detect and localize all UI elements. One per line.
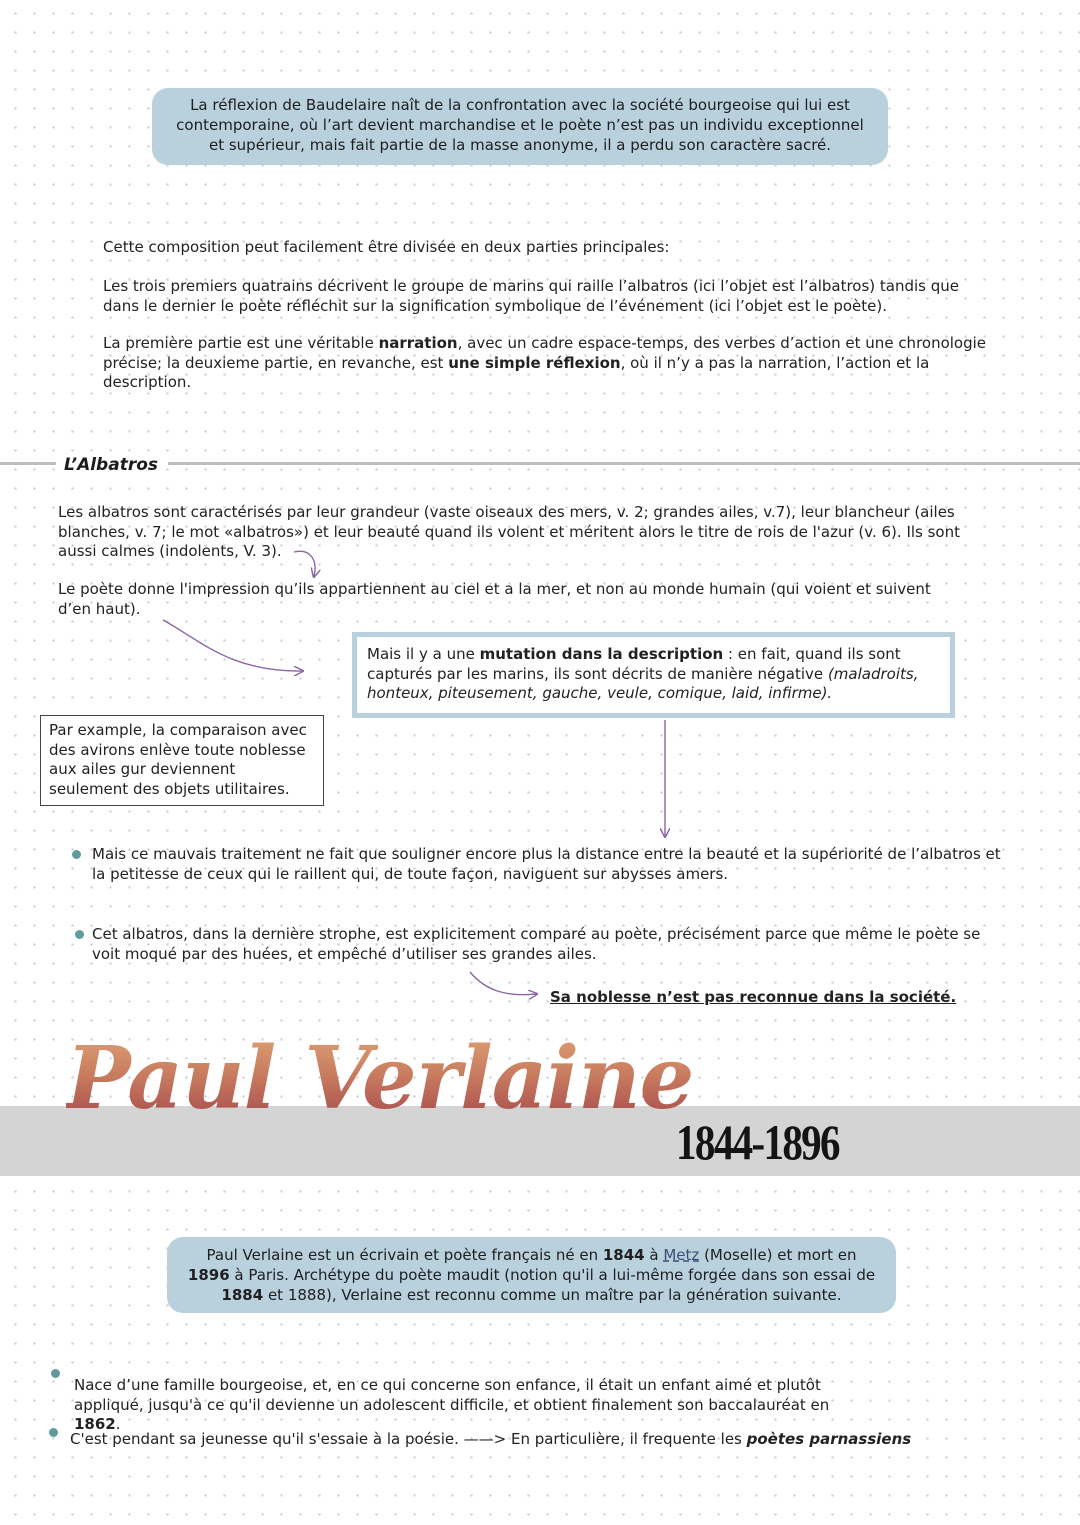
bullet-dot [49,1428,58,1437]
verlaine-bullet-1: Nace d’une famille bourgeoise, et, en ce qui concerne son enfance, il était un enfant aimé et plutôt appliqué, jusqu'à ce qu'il devienne un adolescent difficile, et obtient finalement son baccalauréat en 1862. [74,1376,830,1433]
albatros-bullet-1: Mais ce mauvais traitement ne fait que souligner encore plus la distance entre la beauté et la supériorité de l’albatros et la petitesse de ceux qui le raillent qui, de toute façon, naviguent sur abysses amers. [92,845,1001,883]
bullet-dot [51,1369,60,1378]
intro-text: La réflexion de Baudelaire naît de la confrontation avec la société bourgeoise qui lui est contemporaine, où l’art devient marchandise et le poète n’est pas un individu exceptionnel et supérieur, mais fait partie de la masse anonyme, il a perdu son caractère sacré. [176,96,864,154]
metz-link[interactable]: Metz [663,1246,700,1264]
example-box: Par example, la comparaison avec des avirons enlève toute noblesse aux ailes gur deviennent seulement des objets utilitaires. [40,715,324,806]
section-divider-right [168,462,1080,465]
section-divider-left [0,462,56,465]
composition-p3: La première partie est une véritable narration, avec un cadre espace-temps, des verbes d’action et une chronologie précise; la deuxieme partie, en revanche, est une simple réflexion, où il n’y a pas la narration, l’action et la description. [103,334,987,391]
intro-box [152,88,888,165]
albatros-bullet-2: Cet albatros, dans la dernière strophe, est explicitement comparé au poète, précisément parce que même le poète se voit moqué par des huées, et empêché d’utiliser ses grandes ailes. [92,925,981,963]
section-heading-albatros: L’Albatros [64,455,158,475]
albatros-p1: Les albatros sont caractérisés par leur grandeur (vaste oiseaux des mers, v. 2; grandes ailes, v.7), leur blancheur (ailes blanches, v. 7; le mot «albatros») et leur beauté quand ils volent et méritent alors le titre de rois de l'azur (v. 6). Ils sont aussi calmes (indolents, V. 3). [58,503,960,560]
negative-adjectives: (maladroits, honteux, piteusement, gauche, veule, comique, laid, infirme). [367,664,919,702]
curved-arrow-icon [470,972,536,995]
curved-arrow-icon [163,620,302,671]
albatros-conclusion: Sa noblesse n’est pas reconnue dans la société. [550,988,957,1006]
composition-p2: Les trois premiers quatrains décrivent le groupe de marins qui raille l’albatros (ici l’objet est l’albatros) tandis que dans le dernier le poète réfléchit sur la signification symbolique de l’événement (ici l’objet est le poète). [103,277,960,315]
albatros-p2: Le poète donne l'impression qu’ils appartiennent au ciel et a la mer, et non au monde humain (qui voient et suivent d’en haut). [58,580,931,618]
mutation-box: Mais il y a une mutation dans la description : en fait, quand ils sont capturés par les marins, ils sont décrits de manière négative (maladroits, honteux, piteusement, gauche, veule, comique, laid, infirme). [352,632,955,718]
verlaine-years: 1844-1896 [676,1114,839,1170]
bullet-dot [75,930,84,939]
bio-box: Paul Verlaine est un écrivain et poète français né en 1844 à Metz (Moselle) et mort en 1896 à Paris. Archétype du poète maudit (notion qu'il a lui-même forgée dans son essai de 1884 et 1888), Verlaine est reconnu comme un maître par la génération suivante. [167,1237,896,1313]
verlaine-title: Paul Verlaine [66,1024,693,1134]
verlaine-bullet-2: C'est pendant sa jeunesse qu'il s'essaie à la poésie. ——> En particulière, il frequente les poètes parnassiens [70,1430,912,1448]
composition-p1: Cette composition peut facilement être divisée en deux parties principales: [103,238,670,256]
bullet-dot [72,850,81,859]
